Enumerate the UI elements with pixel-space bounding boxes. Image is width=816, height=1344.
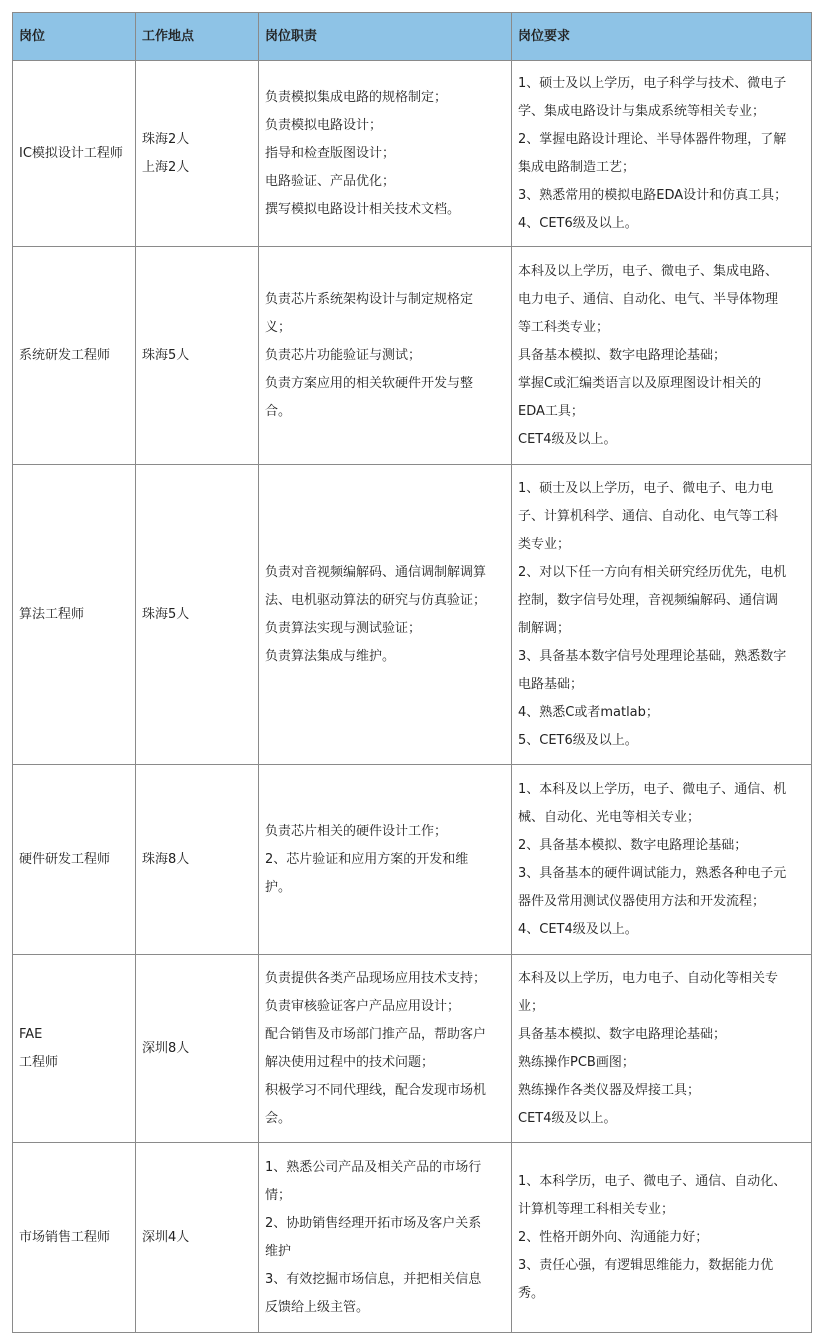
duty-line: 撰写模拟电路设计相关技术文档。 <box>265 201 461 217</box>
location-line: 深圳4人 <box>142 1229 190 1245</box>
duty-line: 会。 <box>265 1110 292 1126</box>
requirement-line: 电路基础； <box>518 676 584 692</box>
duty-line: 负责审核验证客户产品应用设计； <box>265 998 461 1014</box>
duty-line: 2、芯片验证和应用方案的开发和维 <box>265 851 469 867</box>
header-location: 工作地点 <box>136 13 259 61</box>
location-line: 珠海8人 <box>142 851 190 867</box>
requirement-line: 熟练操作PCB画图； <box>518 1054 635 1070</box>
requirement-line: 3、责任心强，有逻辑思维能力，数据能力优 <box>518 1257 774 1273</box>
requirement-line: 具备基本模拟、数字电路理论基础； <box>518 1026 727 1042</box>
duty-line: 情； <box>265 1187 292 1203</box>
cell-duties <box>259 61 512 247</box>
duty-line: 维护 <box>265 1243 292 1259</box>
cell-duties <box>259 465 512 765</box>
cell-position <box>13 955 136 1143</box>
cell-location <box>136 61 259 247</box>
cell-position <box>13 765 136 955</box>
requirement-line: 掌握C或汇编类语言以及原理图设计相关的 <box>518 375 762 391</box>
position-title: 工程师 <box>19 1054 59 1070</box>
duty-line: 法、电机驱动算法的研究与仿真验证； <box>265 592 487 608</box>
cell-requirements <box>512 465 812 765</box>
duty-line: 负责芯片系统架构设计与制定规格定 <box>265 291 474 307</box>
table-row <box>13 1143 812 1333</box>
position-title: FAE <box>19 1026 43 1042</box>
cell-location <box>136 765 259 955</box>
cell-position <box>13 465 136 765</box>
cell-position <box>13 61 136 247</box>
cell-requirements <box>512 1143 812 1333</box>
duty-line: 负责对音视频编解码、通信调制解调算 <box>265 564 487 580</box>
duty-line: 负责算法实现与测试验证； <box>265 620 422 636</box>
requirement-line: 等工科类专业； <box>518 319 610 335</box>
requirement-line: 1、硕士及以上学历，电子科学与技术、微电子 <box>518 75 787 91</box>
cell-duties <box>259 955 512 1143</box>
requirement-line: 集成电路制造工艺； <box>518 159 636 175</box>
requirement-line: CET4级及以上。 <box>518 431 617 447</box>
requirement-line: 电力电子、通信、自动化、电气、半导体物理 <box>518 291 779 307</box>
requirement-line: 计算机等理工科相关专业； <box>518 1201 675 1217</box>
cell-position <box>13 1143 136 1333</box>
requirement-line: 学、集成电路设计与集成系统等相关专业； <box>518 103 766 119</box>
requirement-line: 3、熟悉常用的模拟电路EDA设计和仿真工具； <box>518 187 788 203</box>
table-row <box>13 61 812 247</box>
table-header-row <box>13 13 812 61</box>
position-title: 系统研发工程师 <box>19 347 111 363</box>
cell-duties <box>259 247 512 465</box>
requirement-line: 秀。 <box>518 1285 545 1301</box>
header-requirements: 岗位要求 <box>512 13 812 61</box>
header-duties: 岗位职责 <box>259 13 512 61</box>
cell-requirements <box>512 61 812 247</box>
location-line: 珠海2人 <box>142 131 190 147</box>
table-row <box>13 765 812 955</box>
requirement-line: 类专业； <box>518 536 571 552</box>
table-row <box>13 955 812 1143</box>
header-position: 岗位 <box>13 13 136 61</box>
table-row <box>13 247 812 465</box>
requirement-line: CET4级及以上。 <box>518 1110 617 1126</box>
position-title: 算法工程师 <box>19 606 85 622</box>
duty-line: 负责算法集成与维护。 <box>265 648 396 664</box>
location-line: 珠海5人 <box>142 347 190 363</box>
duty-line: 1、熟悉公司产品及相关产品的市场行 <box>265 1159 482 1175</box>
requirement-line: 4、熟悉C或者matlab； <box>518 704 659 720</box>
requirement-line: 本科及以上学历，电力电子、自动化等相关专 <box>518 970 779 986</box>
requirement-line: 2、掌握电路设计理论、半导体器件物理，了解 <box>518 131 787 147</box>
position-title: 硬件研发工程师 <box>19 851 111 867</box>
table-row <box>13 465 812 765</box>
cell-location <box>136 955 259 1143</box>
cell-duties <box>259 765 512 955</box>
position-title: IC模拟设计工程师 <box>19 145 123 161</box>
requirement-line: 本科及以上学历，电子、微电子、集成电路、 <box>518 263 779 279</box>
requirement-line: 控制，数字信号处理，音视频编解码、通信调 <box>518 592 779 608</box>
cell-position <box>13 247 136 465</box>
requirement-line: 4、CET4级及以上。 <box>518 921 638 937</box>
requirement-line: 1、本科及以上学历，电子、微电子、通信、机 <box>518 781 787 797</box>
requirement-line: 3、具备基本的硬件调试能力，熟悉各种电子元 <box>518 865 787 881</box>
requirement-line: 2、对以下任一方向有相关研究经历优先，电机 <box>518 564 787 580</box>
requirement-line: 4、CET6级及以上。 <box>518 215 638 231</box>
requirement-line: 熟练操作各类仪器及焊接工具； <box>518 1082 701 1098</box>
requirement-line: 子、计算机科学、通信、自动化、电气等工科 <box>518 508 779 524</box>
cell-requirements <box>512 955 812 1143</box>
cell-duties <box>259 1143 512 1333</box>
position-title: 市场销售工程师 <box>19 1229 111 1245</box>
requirement-line: 器件及常用测试仪器使用方法和开发流程； <box>518 893 766 909</box>
duty-line: 负责方案应用的相关软硬件开发与整 <box>265 375 474 391</box>
requirement-line: 3、具备基本数字信号处理理论基础，熟悉数字 <box>518 648 787 664</box>
duty-line: 负责芯片功能验证与测试； <box>265 347 422 363</box>
requirement-line: 业； <box>518 998 545 1014</box>
cell-requirements <box>512 247 812 465</box>
duty-line: 指导和检查版图设计； <box>265 145 396 161</box>
cell-location <box>136 1143 259 1333</box>
duty-line: 负责模拟集成电路的规格制定； <box>265 89 448 105</box>
duty-line: 配合销售及市场部门推产品，帮助客户 <box>265 1026 487 1042</box>
location-line: 深圳8人 <box>142 1040 190 1056</box>
cell-requirements <box>512 765 812 955</box>
duty-line: 2、协助销售经理开拓市场及客户关系 <box>265 1215 482 1231</box>
duty-line: 负责模拟电路设计； <box>265 117 383 133</box>
duty-line: 负责提供各类产品现场应用技术支持； <box>265 970 487 986</box>
duty-line: 护。 <box>265 879 292 895</box>
cell-location <box>136 247 259 465</box>
requirement-line: 2、具备基本模拟、数字电路理论基础； <box>518 837 748 853</box>
duty-line: 负责芯片相关的硬件设计工作； <box>265 823 448 839</box>
requirement-line: EDA工具； <box>518 403 584 419</box>
requirement-line: 具备基本模拟、数字电路理论基础； <box>518 347 727 363</box>
location-line: 珠海5人 <box>142 606 190 622</box>
job-table <box>12 12 812 1333</box>
requirement-line: 1、本科学历，电子、微电子、通信、自动化、 <box>518 1173 787 1189</box>
duty-line: 义； <box>265 319 292 335</box>
requirement-line: 2、性格开朗外向、沟通能力好； <box>518 1229 709 1245</box>
requirement-line: 制解调； <box>518 620 571 636</box>
duty-line: 解决使用过程中的技术问题； <box>265 1054 435 1070</box>
duty-line: 积极学习不同代理线，配合发现市场机 <box>265 1082 487 1098</box>
duty-line: 反馈给上级主管。 <box>265 1299 370 1315</box>
duty-line: 电路验证、产品优化； <box>265 173 396 189</box>
requirement-line: 1、硕士及以上学历，电子、微电子、电力电 <box>518 480 774 496</box>
requirement-line: 械、自动化、光电等相关专业； <box>518 809 701 825</box>
location-line: 上海2人 <box>142 159 190 175</box>
duty-line: 合。 <box>265 403 292 419</box>
duty-line: 3、有效挖掘市场信息，并把相关信息 <box>265 1271 482 1287</box>
requirement-line: 5、CET6级及以上。 <box>518 732 638 748</box>
cell-location <box>136 465 259 765</box>
